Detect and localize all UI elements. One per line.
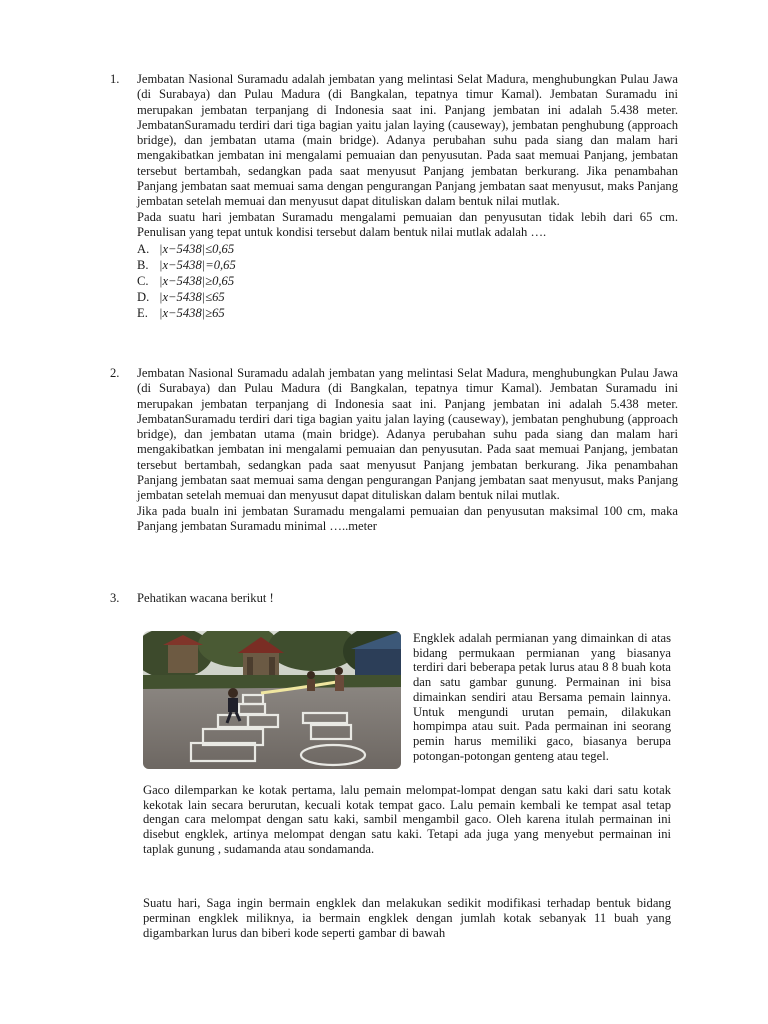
question-2 — [110, 366, 678, 534]
option-text: |x−5438|=0,65 — [159, 258, 236, 273]
option-text: |x−5438|≥65 — [159, 306, 225, 321]
option-d[interactable] — [137, 289, 678, 305]
question-prompt: Jika pada bualn ini jembatan Suramadu mengalami pemuaian dan penyusutan maksimal 100 cm, maka Panjang jembatan Suramadu minimal …..meter — [137, 503, 678, 533]
question-body — [137, 591, 678, 606]
question-body — [137, 366, 678, 534]
question-1 — [110, 72, 678, 321]
engklek-photo — [143, 631, 401, 769]
question-passage: Jembatan Nasional Suramadu adalah jembatan yang melintasi Selat Madura, menghubungkan Pulau Jawa (di Surabaya) dan Pulau Madura (di Bangkalan, tepatnya timur Kamal). Jembatan Suramadu ini merupakan jembatan terpanjang di Indonesia saat ini. Panjang jembatan ini adalah 5.438 meter. JembatanSuramadu terdiri dari tiga bagian yaitu jalan laying (causeway), jembatan penghubung (approach bridge), dan jembatan utama (main bridge). Adanya perubahan suhu pada siang dan malam hari mengakibatkan jembatan ini mengalami pemuaian dan penyusutan. Pada saat memuai Panjang, jembatan tersebut bertambah, sedangkan pada saat menyusut Panjang jembatan berkurang. Jika penambahan Panjang jembatan saat memuai sama dengan pengurangan Panjang jembatan saat menyusut, maks Panjang jembatan setelah memuai dan menyusut dapat dituliskan dalam bentuk nilai mutlak. — [137, 72, 678, 209]
question-passage: Jembatan Nasional Suramadu adalah jembatan yang melintasi Selat Madura, menghubungkan Pulau Jawa (di Surabaya) dan Pulau Madura (di Bangkalan, tepatnya timur Kamal). Jembatan Suramadu ini merupakan jembatan terpanjang di Indonesia saat ini. Panjang jembatan ini adalah 5.438 meter. JembatanSuramadu terdiri dari tiga bagian yaitu jalan laying (causeway), jembatan penghubung (approach bridge), dan jembatan utama (main bridge). Adanya perubahan suhu pada siang dan malam hari mengakibatkan jembatan ini mengalami pemuaian dan penyusutan. Pada saat memuai Panjang, jembatan tersebut bertambah, sedangkan pada saat menyusut Panjang jembatan berkurang. Jika penambahan Panjang jembatan saat memuai sama dengan pengurangan Panjang jembatan saat menyusut, maks Panjang jembatan setelah memuai dan menyusut dapat dituliskan dalam bentuk nilai mutlak. — [137, 366, 678, 503]
passage-side-text: Engklek adalah permianan yang dimainkan di atas bidang permukaan permianan yang biasanya terdiri dari beberapa petak lurus atau 8 8 buah kota dan satu gambar gunung. Permainan ini bisa dimainkan sendiri atau Bersama pemain lainnya. Untuk mengundi urutan pemain, dilakukan hompimpa atau suit. Pada permainan ini seorang pemin harus memiliki gaco, biasanya berupa potongan-potongan genteng atau tegel. — [413, 631, 671, 763]
option-b[interactable] — [137, 257, 678, 273]
question-number: 1. — [110, 72, 120, 86]
question-number: 2. — [110, 366, 120, 380]
option-letter: E. — [137, 306, 148, 321]
option-letter: B. — [137, 258, 149, 273]
question-number: 3. — [110, 591, 120, 605]
option-text: |x−5438|≤65 — [159, 290, 225, 305]
question-intro: Pehatikan wacana berikut ! — [137, 591, 274, 605]
option-letter: C. — [137, 274, 149, 289]
option-c[interactable] — [137, 273, 678, 289]
option-a[interactable] — [137, 241, 678, 257]
option-letter: D. — [137, 290, 150, 305]
option-text: |x−5438|≥0,65 — [159, 274, 235, 289]
passage-below-text: Gaco dilemparkan ke kotak pertama, lalu pemain melompat-lompat dengan satu kaki dari satu kotak kekotak lain secara berurutan, kecuali kotak tempat gaco. Lalu pemain kembali ke tempat asal tetap dengan cara melompat dengan satu kaki, sambil mengambil gaco. Oleh karena itulah permainan ini disebut engklek, artinya melompat dengan satu kaki. Tetapi ada juga yang menyebut permainan ini taplak gunung , sudamanda atau sondamanda. — [143, 783, 671, 856]
question-body — [137, 72, 678, 321]
question-3 — [110, 591, 678, 606]
option-letter: A. — [137, 242, 150, 257]
question-prompt: Pada suatu hari jembatan Suramadu mengalami pemuaian dan penyusutan tidak lebih dari 65 cm. Penulisan yang tepat untuk kondisi tersebut dalam bentuk nilai mutlak adalah …. — [137, 209, 678, 239]
passage-last-text: Suatu hari, Saga ingin bermain engklek dan melakukan sedikit modifikasi terhadap bentuk bidang perminan engklek miliknya, ia bermain engklek dengan jumlah kotak sebanyak 11 buah yang digambarkan lurus dan biberi kode seperti gambar di bawah — [143, 896, 671, 940]
answer-options — [137, 241, 678, 321]
option-e[interactable] — [137, 305, 678, 321]
option-text: |x−5438|≤0,65 — [159, 242, 235, 257]
